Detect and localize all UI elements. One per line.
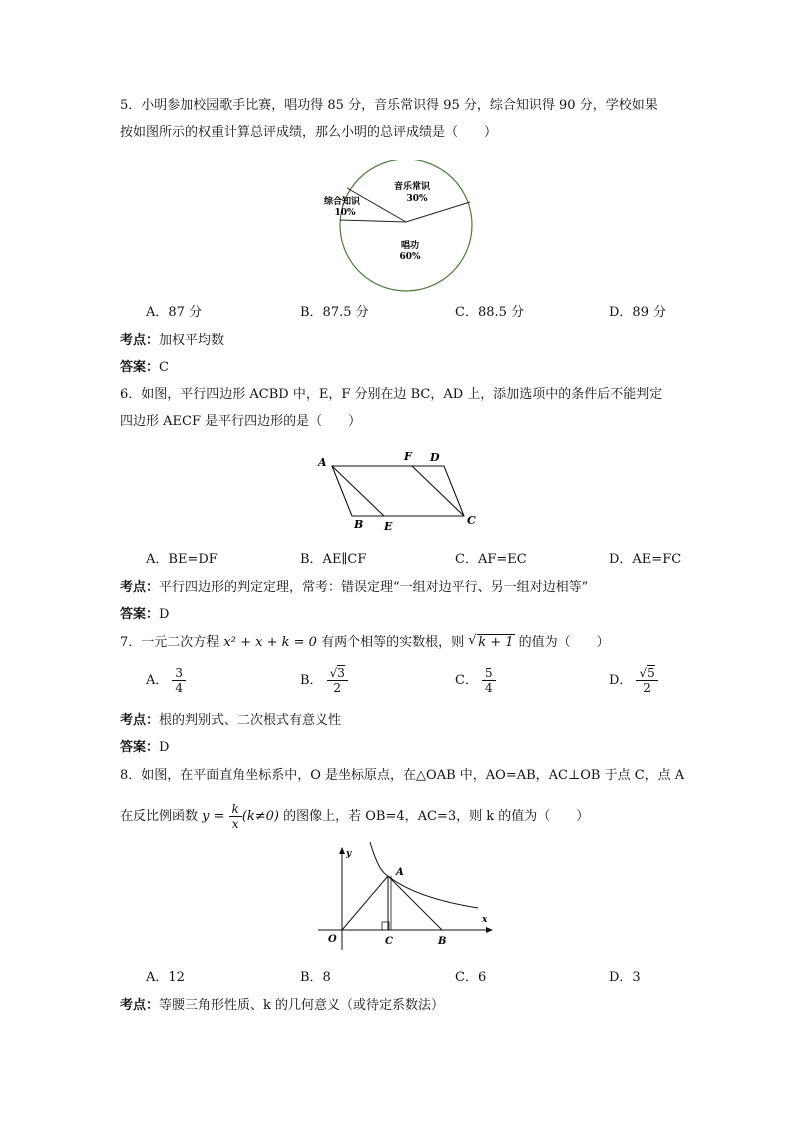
q6-option-b: B．AE∥CF bbox=[300, 552, 367, 567]
y-axis-arrow-icon bbox=[339, 847, 345, 854]
pie-label-sing: 唱功 bbox=[400, 241, 420, 251]
kaodian-text: 等腰三角形性质、k 的几何意义（或待定系数法） bbox=[159, 998, 445, 1013]
q8-option-d: D．3 bbox=[609, 970, 641, 985]
label-x: x bbox=[482, 915, 488, 925]
kaodian-label: 考点： bbox=[120, 998, 160, 1013]
q7-option-a bbox=[146, 666, 186, 695]
pie-pct-general: 10% bbox=[334, 208, 356, 218]
q8-func-y: y = bbox=[202, 809, 225, 824]
kaodian-label: 考点： bbox=[120, 333, 160, 348]
option-letter: C． bbox=[455, 673, 478, 688]
answer-label: 答案： bbox=[120, 360, 160, 375]
label-o: O bbox=[328, 934, 337, 945]
label-y: y bbox=[346, 849, 352, 859]
q7-answer bbox=[120, 738, 169, 758]
pie-divider-right bbox=[406, 202, 470, 222]
q8-line1: 8．如图，在平面直角坐标系中，O 是坐标原点，在△OAB 中，AO=AB，AC⊥OB 于点 C，点 A bbox=[120, 768, 685, 783]
denominator: 2 bbox=[327, 680, 348, 695]
answer-text: D bbox=[159, 607, 170, 622]
hyperbola-curve bbox=[370, 842, 478, 908]
label-b: B bbox=[438, 936, 447, 947]
q8-kaodian bbox=[120, 996, 444, 1016]
fraction bbox=[172, 666, 186, 695]
numerator: √5 bbox=[639, 666, 655, 680]
numerator: 3 bbox=[175, 666, 184, 680]
pie-circle bbox=[340, 160, 472, 291]
q8-option-a: A．12 bbox=[146, 970, 185, 985]
kaodian-text: 根的判别式、二次根式有意义性 bbox=[159, 713, 342, 728]
label-f: F bbox=[404, 450, 412, 463]
q6-option-c: C．AF=EC bbox=[455, 552, 527, 567]
q5-pie-chart bbox=[320, 160, 490, 295]
answer-label: 答案： bbox=[120, 740, 160, 755]
q5-option-d: D．89 分 bbox=[609, 305, 667, 320]
kaodian-text: 加权平均数 bbox=[159, 333, 225, 348]
radical-sign-icon: √ bbox=[329, 666, 338, 680]
q6-option-d: D．AE=FC bbox=[609, 552, 682, 567]
segment-ae bbox=[332, 466, 384, 516]
answer-text: C bbox=[159, 360, 169, 375]
q8-option-b: B．8 bbox=[300, 970, 331, 985]
q7-radicand: k + 1 bbox=[478, 635, 514, 650]
option-letter: A． bbox=[146, 673, 169, 688]
segment-ab bbox=[388, 876, 442, 930]
denominator: 4 bbox=[482, 680, 496, 695]
segment-oa bbox=[342, 876, 388, 930]
label-a: A bbox=[396, 867, 404, 878]
denominator: 2 bbox=[636, 680, 657, 695]
q7-option-c bbox=[455, 666, 496, 695]
q7-middle: 有两个相等的实数根，则 bbox=[321, 635, 465, 650]
label-a: A bbox=[318, 456, 327, 469]
label-b: B bbox=[354, 518, 364, 531]
q8-func-fraction bbox=[229, 802, 242, 831]
q8-coordinate-figure bbox=[318, 842, 498, 952]
kaodian-text: 平行四边形的判定定理，常考：错误定理“一组对边平行、另一组对边相等” bbox=[159, 580, 589, 595]
denominator: x bbox=[229, 816, 242, 831]
q5-option-c: C．88.5 分 bbox=[455, 305, 525, 320]
q7-option-d bbox=[609, 666, 658, 695]
numerator: √3 bbox=[329, 666, 345, 680]
q8-option-c: C．6 bbox=[455, 970, 487, 985]
q5-line2: 按如图所示的权重计算总评成绩，那么小明的总评成绩是（ ） bbox=[120, 125, 498, 140]
q8-func-cond: (k≠0) bbox=[241, 809, 279, 824]
q7-sqrt-expression bbox=[468, 633, 514, 653]
parallelogram-acbd bbox=[332, 466, 464, 516]
pie-label-music: 音乐常识 bbox=[393, 182, 431, 192]
q7-kaodian bbox=[120, 711, 341, 731]
pie-divider-left bbox=[340, 220, 406, 222]
pie-label-general: 综合知识 bbox=[323, 197, 361, 207]
radical-sign-icon: √ bbox=[639, 666, 648, 680]
answer-text: D bbox=[159, 740, 170, 755]
q5-answer bbox=[120, 358, 169, 378]
label-e: E bbox=[384, 520, 393, 533]
fraction bbox=[636, 666, 657, 695]
label-c: C bbox=[385, 936, 393, 947]
q7-suffix: 的值为（ ） bbox=[518, 635, 610, 650]
q8-line2 bbox=[120, 802, 589, 831]
kaodian-label: 考点： bbox=[120, 580, 160, 595]
answer-label: 答案： bbox=[120, 607, 160, 622]
q5-line1: 5．小明参加校园歌手比赛，唱功得 85 分，音乐常识得 95 分，综合知识得 90 分，学校如果 bbox=[120, 98, 658, 113]
q6-answer bbox=[120, 605, 169, 625]
q5-option-b: B．87.5 分 bbox=[300, 305, 369, 320]
q7-question bbox=[120, 633, 610, 653]
denominator: 4 bbox=[172, 680, 186, 695]
q5-kaodian bbox=[120, 331, 224, 351]
numerator: k bbox=[231, 802, 239, 816]
segment-fc bbox=[412, 466, 464, 516]
radical-sign-icon: √ bbox=[468, 633, 477, 648]
pie-pct-music: 30% bbox=[406, 194, 428, 204]
q8-line2-suffix: 的图像上，若 OB=4，AC=3，则 k 的值为（ ） bbox=[283, 809, 590, 824]
label-d: D bbox=[430, 451, 440, 464]
q6-line1: 6．如图，平行四边形 ACBD 中，E，F 分别在边 BC，AD 上，添加选项中的条件后不能判定 bbox=[120, 387, 663, 402]
label-c: C bbox=[467, 514, 476, 527]
q8-line2-prefix: 在反比例函数 bbox=[120, 809, 199, 824]
q7-equation: x² + x + k = 0 bbox=[223, 635, 317, 650]
q6-parallelogram-figure bbox=[312, 446, 482, 536]
x-axis-arrow-icon bbox=[486, 927, 493, 933]
numerator: 5 bbox=[484, 666, 493, 680]
fraction bbox=[482, 666, 496, 695]
q6-line2: 四边形 AECF 是平行四边形的是（ ） bbox=[120, 414, 362, 429]
kaodian-label: 考点： bbox=[120, 713, 160, 728]
q6-kaodian bbox=[120, 578, 588, 598]
q7-prefix: 7．一元二次方程 bbox=[120, 635, 220, 650]
q7-option-b bbox=[300, 666, 348, 695]
fraction bbox=[327, 666, 348, 695]
pie-pct-sing: 60% bbox=[399, 252, 421, 262]
q5-option-a: A．87 分 bbox=[146, 305, 203, 320]
q6-option-a: A．BE=DF bbox=[146, 552, 218, 567]
option-letter: B． bbox=[300, 673, 323, 688]
option-letter: D． bbox=[609, 673, 633, 688]
